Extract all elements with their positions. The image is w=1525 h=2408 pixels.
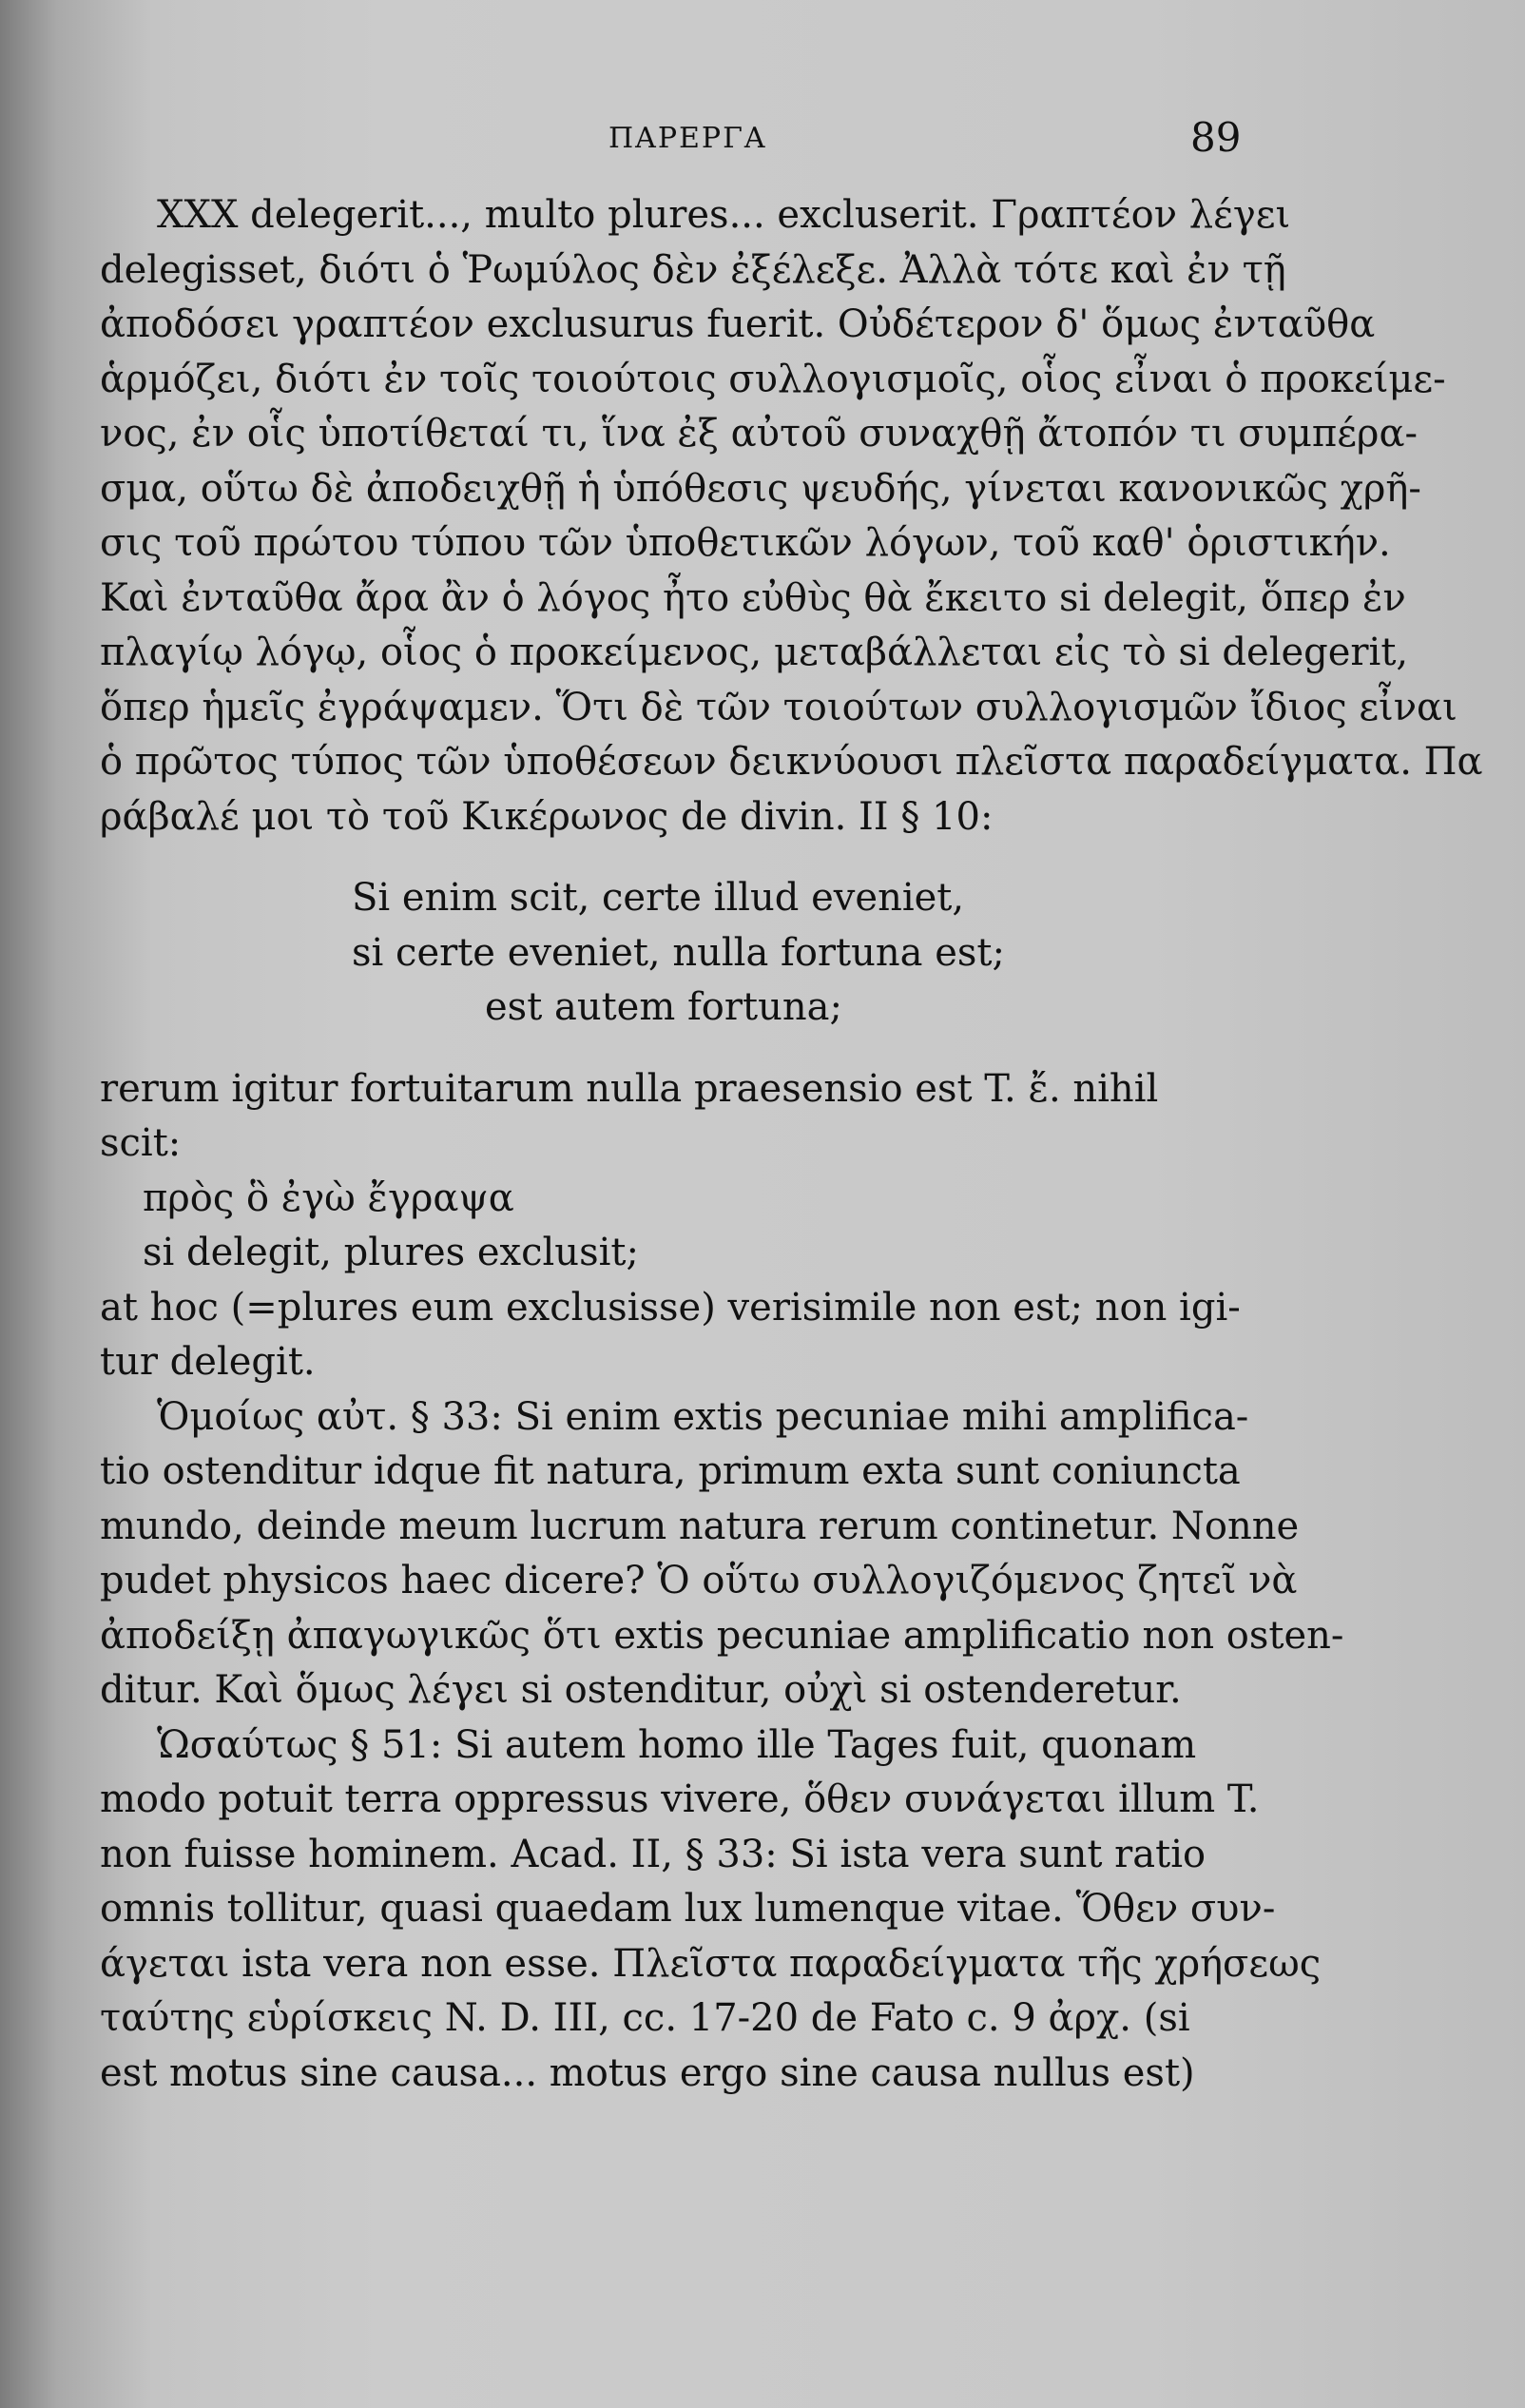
page-number: 89 — [1190, 114, 1242, 161]
paragraph-4 — [100, 1719, 1322, 2102]
text-line: σμα, οὕτω δὲ ἀποδειχθῇ ἡ ὑπόθεσις ψευδής, γίνεται κανονικῶς χρῆ- — [100, 466, 1421, 511]
text-line: ἀποδόσει γραπτέον exclusurus fuerit. Οὐδέτερον δ' ὅμως ἐνταῦθα — [100, 302, 1376, 346]
text-line: πλαγίῳ λόγῳ, οἷος ὁ προκείμενος, μεταβάλλεται εἰς τὸ si delegerit, — [100, 631, 1409, 674]
text-line: non fuisse hominem. Acad. II, § 33: Si ista vera sunt ratio — [100, 1832, 1206, 1876]
text-line: σις τοῦ πρώτου τύπου τῶν ὑποθετικῶν λόγων, τοῦ καθ' ὁριστικήν. — [100, 521, 1391, 565]
text-line: ἀποδείξῃ ἀπαγωγικῶς ὅτι extis pecuniae amplificatio non osten- — [100, 1613, 1344, 1658]
paragraph-1 — [100, 188, 1483, 845]
paragraph-3 — [100, 1390, 1344, 1719]
verse-line: si certe eveniet, nulla fortuna est; — [352, 930, 1005, 975]
text-line: νος, ἐν οἷς ὑποτίθεταί τι, ἵνα ἐξ αὐτοῦ συναχθῇ ἄτοπόν τι συμπέρα- — [100, 412, 1418, 456]
text-line: delegisset, διότι ὁ Ῥωμύλος δὲν ἐξέλεξε. Ἀλλὰ τότε καὶ ἐν τῇ — [100, 247, 1286, 292]
text-line: Ὡσαύτως § 51: Si autem homo ille Tages fuit, quonam — [157, 1722, 1197, 1767]
body-text — [100, 188, 1483, 2101]
text-line: est motus sine causa... motus ergo sine causa nullus est) — [100, 2050, 1195, 2095]
text-line: Ὁμοίως αὐτ. § 33: Si enim extis pecuniae mihi amplifica- — [157, 1394, 1249, 1439]
spacer — [100, 1036, 1250, 1062]
text-line: mundo, deinde meum lucrum natura rerum continetur. Nonne — [100, 1504, 1300, 1548]
page-header — [0, 114, 1525, 162]
syllogism-block — [100, 1172, 1250, 1390]
text-line: ὅπερ ἡμεῖς ἐγράψαμεν. Ὅτι δὲ τῶν τοιούτων συλλογισμῶν ἴδιος εἶναι — [100, 685, 1457, 729]
syllogism-intro: πρὸς ὃ ἐγὼ ἔγραψα — [143, 1175, 514, 1220]
text-line: omnis tollitur, quasi quaedam lux lumenque vitae. Ὅθεν συν- — [100, 1887, 1276, 1931]
verse-line: Si enim scit, certe illud eveniet, — [352, 876, 965, 920]
text-line: ταύτης εὑρίσκεις N. D. III, cc. 17-20 de Fato c. 9 ἀρχ. (si — [100, 1996, 1190, 2040]
text-line: Καὶ ἐνταῦθα ἄρα ἂν ὁ λόγος ἦτο εὐθὺς θὰ ἔκειτο si delegit, ὅπερ ἐν — [100, 575, 1406, 620]
text-line: rerum igitur fortuitarum nulla praesensio est T. ἔ. nihil — [100, 1066, 1159, 1111]
quoted-verse — [100, 871, 1250, 1036]
verse-line: est autem fortuna; — [485, 985, 842, 1029]
text-line: scit: — [100, 1121, 182, 1165]
syllogism-premise: si delegit, plures exclusit; — [143, 1231, 639, 1274]
text-line: ὁ πρῶτος τύπος τῶν ὑποθέσεων δεικνύουσι πλεῖστα παραδείγματα. Πα — [100, 740, 1483, 784]
text-line: ditur. Καὶ ὅμως λέγει si ostenditur, οὐχὶ si ostenderetur. — [100, 1668, 1182, 1712]
text-line: tio ostenditur idque fit natura, primum exta sunt coniuncta — [100, 1449, 1241, 1493]
text-line: XXX delegerit..., multo plures... excluserit. Γραπτέον λέγει — [157, 193, 1291, 237]
spacer — [100, 845, 1250, 871]
text-line: modo potuit terra oppressus vivere, ὅθεν συνάγεται illum T. — [100, 1777, 1260, 1821]
syllogism-conclusion: tur delegit. — [100, 1340, 316, 1384]
text-line: άγεται ista vera non esse. Πλεῖστα παραδείγματα τῆς χρήσεως — [100, 1941, 1322, 1986]
text-line: pudet physicos haec dicere? Ὁ οὕτω συλλογιζόμενος ζητεῖ νὰ — [100, 1559, 1298, 1602]
text-line: ράβαλέ μοι τὸ τοῦ Κικέρωνος de divin. II § 10: — [100, 794, 994, 839]
syllogism-conclusion: at hoc (=plures eum exclusisse) verisimile non est; non igi- — [100, 1285, 1241, 1330]
running-head: ΠΑΡΕΡΓΑ — [608, 122, 767, 155]
paragraph-2 — [100, 1062, 1250, 1172]
text-line: ἁρμόζει, διότι ἐν τοῖς τοιούτοις συλλογισμοῖς, οἷος εἶναι ὁ προκείμε- — [100, 357, 1446, 401]
